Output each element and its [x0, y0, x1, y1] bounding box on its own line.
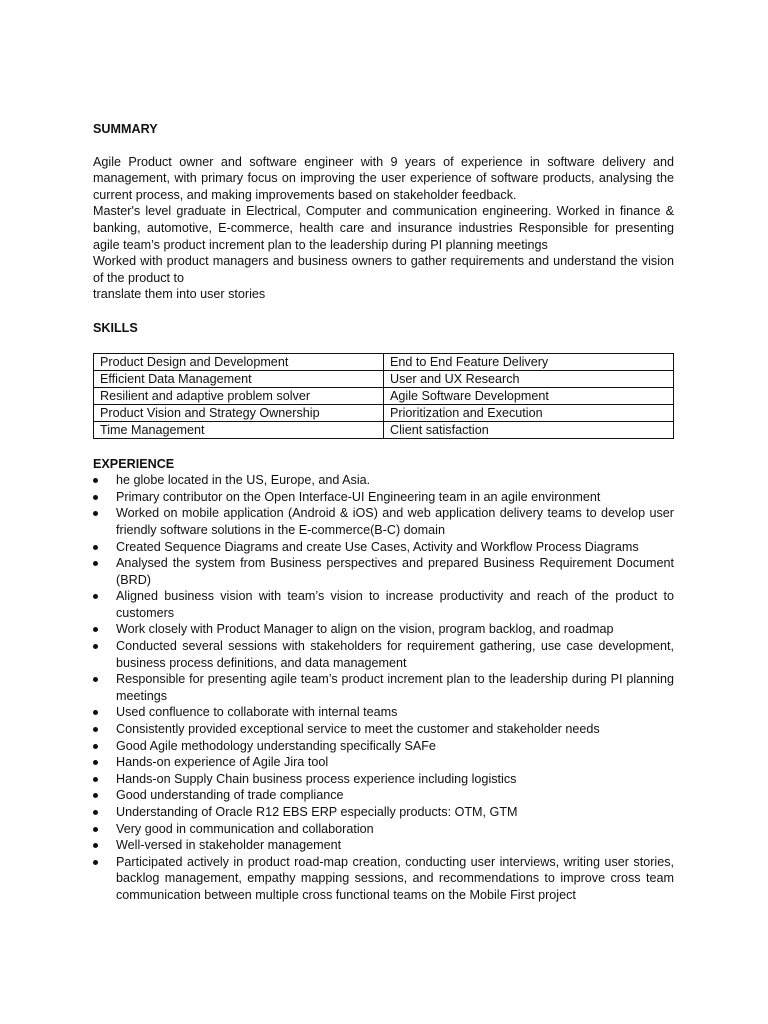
list-item: Well-versed in stakeholder management	[93, 837, 674, 854]
skills-table	[93, 353, 674, 439]
list-item: Work closely with Product Manager to align on the vision, program backlog, and roadmap	[93, 621, 674, 638]
summary-paragraph: Master's level graduate in Electrical, Computer and communication engineering. Worked in finance & banking, automotive, E-commerce, health care and insurance industries Responsible for presenting agile team’s product increment plan to the leadership during PI planning meetings	[93, 204, 674, 252]
bullet-icon	[93, 793, 98, 798]
bullet-icon	[93, 594, 98, 599]
experience-list	[93, 489, 674, 904]
list-item: Used confluence to collaborate with internal teams	[93, 704, 674, 721]
summary-paragraph: Agile Product owner and software engineer with 9 years of experience in software delivery and management, with primary focus on improving the user experience of software products, analysing the current process, and making improvements based on stakeholder feedback.	[93, 154, 674, 202]
bullet-icon	[93, 677, 98, 682]
list-item: Aligned business vision with team’s vision to increase productivity and reach of the product to customers	[93, 588, 674, 621]
bullet-icon	[93, 810, 98, 815]
list-item: Responsible for presenting agile team’s product increment plan to the leadership during PI planning meetings	[93, 671, 674, 704]
bullet-icon	[93, 495, 98, 500]
bullet-icon	[93, 478, 98, 483]
bullet-icon	[93, 644, 98, 649]
skill-cell: Resilient and adaptive problem solver	[94, 387, 384, 404]
bullet-icon	[93, 777, 98, 782]
bullet-icon	[93, 710, 98, 715]
skill-cell: Time Management	[94, 421, 384, 438]
bullet-icon	[93, 627, 98, 632]
list-item: Good understanding of trade compliance	[93, 787, 674, 804]
summary-paragraph: translate them into user stories	[93, 287, 266, 302]
experience-heading: EXPERIENCE	[93, 456, 175, 471]
bullet-icon	[93, 827, 98, 832]
skills-heading: SKILLS	[93, 320, 138, 335]
list-item: Very good in communication and collaboration	[93, 821, 674, 838]
table-row	[94, 370, 674, 387]
bullet-icon	[93, 727, 98, 732]
skill-cell: Prioritization and Execution	[384, 404, 674, 421]
table-row	[94, 353, 674, 370]
skill-cell: Agile Software Development	[384, 387, 674, 404]
skill-cell: Product Design and Development	[94, 353, 384, 370]
bullet-icon	[93, 860, 98, 865]
list-item: Participated actively in product road-map creation, conducting user interviews, writing user stories, backlog management, empathy mapping sessions, and recommendations to improve cross team communication between multiple cross functional teams on the Mobile First project	[93, 854, 674, 904]
bullet-icon	[93, 843, 98, 848]
experience-intro-list	[93, 472, 674, 489]
summary-paragraph: Worked with product managers and business owners to gather requirements and understand the vision of the product to	[93, 254, 674, 285]
list-item: Conducted several sessions with stakeholders for requirement gathering, use case development, business process definitions, and data management	[93, 638, 674, 671]
list-item: Hands-on experience of Agile Jira tool	[93, 754, 674, 771]
table-row	[94, 404, 674, 421]
skill-cell: Efficient Data Management	[94, 370, 384, 387]
bullet-icon	[93, 760, 98, 765]
list-item: Hands-on Supply Chain business process experience including logistics	[93, 771, 674, 788]
list-item: Consistently provided exceptional service to meet the customer and stakeholder needs	[93, 721, 674, 738]
skill-cell: User and UX Research	[384, 370, 674, 387]
list-item: Worked on mobile application (Android & iOS) and web application delivery teams to develop user friendly software solutions in the E-commerce(B-C) domain	[93, 505, 674, 538]
skill-cell: Product Vision and Strategy Ownership	[94, 404, 384, 421]
bullet-icon	[93, 545, 98, 550]
table-row	[94, 421, 674, 438]
list-item: he globe located in the US, Europe, and Asia.	[93, 472, 674, 489]
list-item: Created Sequence Diagrams and create Use Cases, Activity and Workflow Process Diagrams	[93, 539, 674, 556]
list-item: Good Agile methodology understanding specifically SAFe	[93, 738, 674, 755]
list-item: Analysed the system from Business perspectives and prepared Business Requirement Document (BRD)	[93, 555, 674, 588]
skill-cell: Client satisfaction	[384, 421, 674, 438]
list-item: Understanding of Oracle R12 EBS ERP especially products: OTM, GTM	[93, 804, 674, 821]
bullet-icon	[93, 561, 98, 566]
skill-cell: End to End Feature Delivery	[384, 353, 674, 370]
table-row	[94, 387, 674, 404]
summary-heading: SUMMARY	[93, 122, 158, 136]
list-item: Primary contributor on the Open Interface-UI Engineering team in an agile environment	[93, 489, 674, 506]
summary-section	[93, 154, 674, 303]
bullet-icon	[93, 511, 98, 516]
bullet-icon	[93, 744, 98, 749]
